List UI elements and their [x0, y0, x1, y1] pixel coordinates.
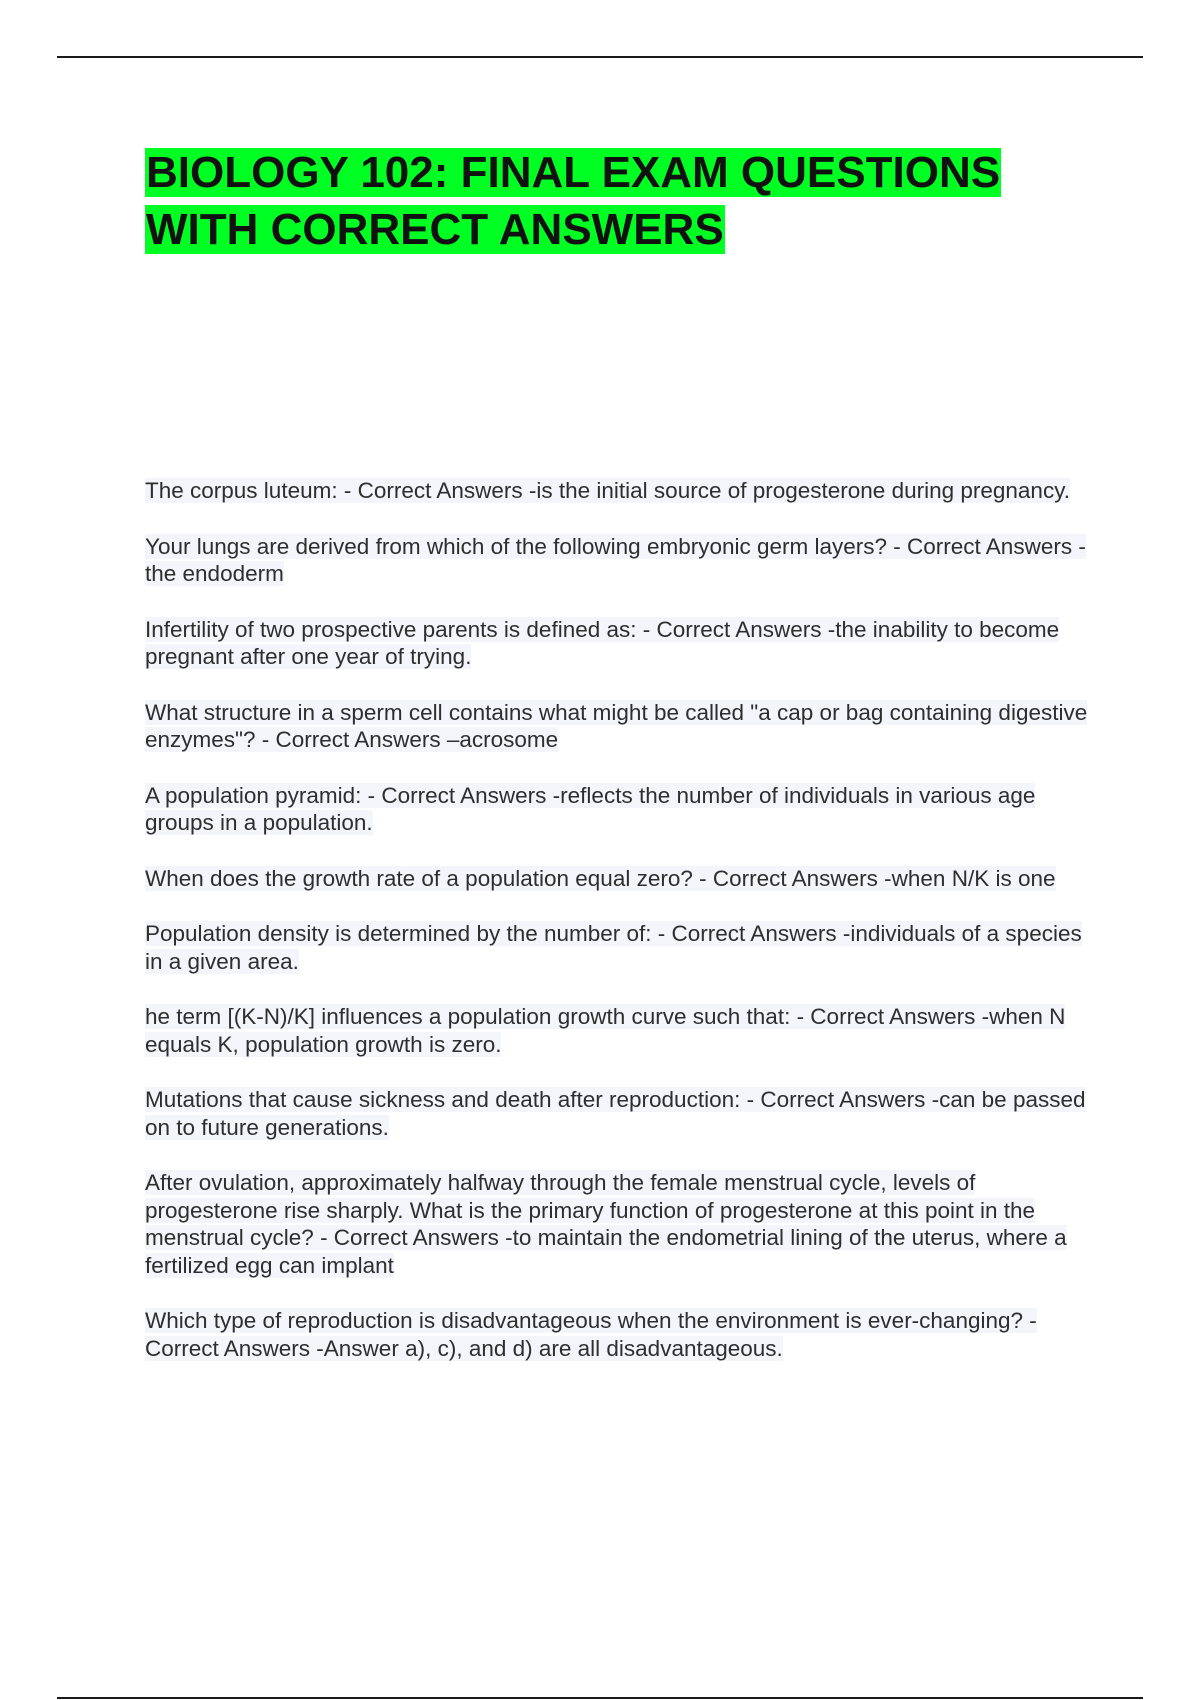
question-item: When does the growth rate of a population equal zero? - Correct Answers -when N/K is one	[145, 865, 1056, 891]
document-title	[145, 144, 1105, 258]
question-list	[145, 477, 1090, 1390]
title-block	[145, 144, 1105, 258]
top-divider	[57, 56, 1143, 58]
question-item: What structure in a sperm cell contains what might be called "a cap or bag containing digestive enzymes"? - Correct Answers –acrosome	[145, 699, 1088, 752]
question-item: A population pyramid: - Correct Answers -reflects the number of individuals in various age groups in a population.	[145, 782, 1036, 835]
question-item: After ovulation, approximately halfway through the female menstrual cycle, levels of progesterone rise sharply. What is the primary function of progesterone at this point in the menstrual cycle? - Correct Answers -to maintain the endometrial lining of the uterus, where a fertilized egg can implant	[145, 1170, 1067, 1278]
question-item: The corpus luteum: - Correct Answers -is the initial source of progesterone during pregnancy.	[145, 478, 1071, 503]
question-item: Infertility of two prospective parents is defined as: - Correct Answers -the inability to become pregnant after one year of trying.	[145, 616, 1060, 669]
question-item: Your lungs are derived from which of the following embryonic germ layers? - Correct Answers -the endoderm	[145, 533, 1086, 586]
question-item: Population density is determined by the number of: - Correct Answers -individuals of a species in a given area.	[145, 921, 1082, 974]
question-item: Mutations that cause sickness and death after reproduction: - Correct Answers -can be passed on to future generations.	[145, 1087, 1086, 1140]
document-title-text: BIOLOGY 102: FINAL EXAM QUESTIONS WITH CORRECT ANSWERS	[146, 148, 1001, 254]
question-item: Which type of reproduction is disadvantageous when the environment is ever-changing? - Correct Answers -Answer a), c), and d) are all disadvantageous.	[145, 1308, 1037, 1361]
question-item: he term [(K-N)/K] influences a population growth curve such that: - Correct Answers -when N equals K, population growth is zero.	[145, 1004, 1066, 1057]
bottom-divider	[57, 1697, 1143, 1699]
